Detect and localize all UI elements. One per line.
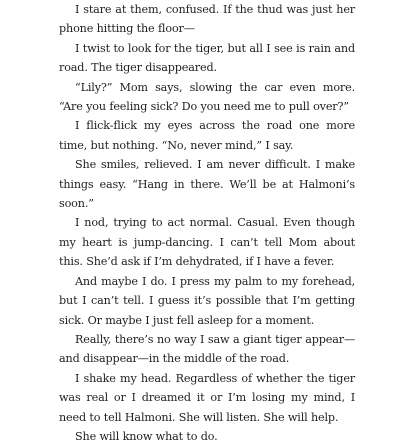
paragraph-6: I nod, trying to act normal. Casual. Even though my heart is jump-dancing. I can’t tell Mom about this. She’d ask if I’m dehydrated, if I have a fever.: [59, 216, 355, 269]
paragraph-10: She will know what to do.: [75, 429, 218, 443]
paragraph-5: She smiles, relieved. I am never difficult. I make things easy. “Hang in there. We’ll be at Halmoni’s soon.”: [59, 158, 355, 211]
body-text: [59, 0, 355, 446]
paragraph-4: I flick-flick my eyes across the road one more time, but nothing. “No, never mind,” I say.: [59, 119, 355, 152]
paragraph-7: And maybe I do. I press my palm to my forehead, but I can’t tell. I guess it’s possible that I’m getting sick. Or maybe I just fell asleep for a moment.: [59, 274, 355, 327]
paragraph-1: I stare at them, confused. If the thud was just her phone hitting the floor—: [59, 3, 355, 36]
paragraph-2: I twist to look for the tiger, but all I see is rain and road. The tiger disappeared.: [59, 41, 355, 75]
paragraph-3: “Lily?” Mom says, slowing the car even more. “Are you feeling sick? Do you need me to pull over?”: [59, 80, 355, 114]
paragraph-9: I shake my head. Regardless of whether the tiger was real or I dreamed it or I’m losing my mind, I need to tell Halmoni. She will listen. She will help.: [59, 371, 355, 424]
paragraph-8: Really, there’s no way I saw a giant tiger appear—and disappear—in the middle of the road.: [59, 332, 355, 366]
